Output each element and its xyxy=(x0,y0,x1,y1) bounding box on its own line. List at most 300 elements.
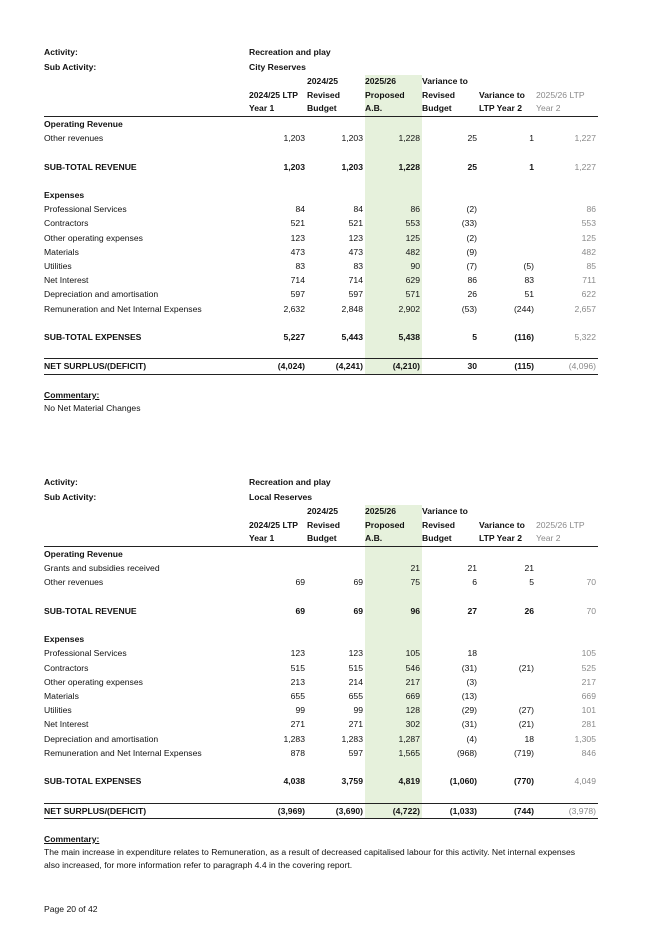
cell-ltp-year1 xyxy=(249,174,307,188)
cell-revised xyxy=(307,145,365,159)
table-row xyxy=(44,131,598,145)
cell-ltp-year1: 123 xyxy=(290,232,305,243)
spacer-row xyxy=(44,344,598,359)
cell-var-ltp: (116) xyxy=(514,332,534,342)
header-line: Budget xyxy=(307,103,337,114)
cell-proposed xyxy=(365,760,422,774)
cell-revised: 714 xyxy=(348,275,363,286)
cell-ltp-year2 xyxy=(536,117,598,132)
cell-ltp-year1 xyxy=(249,788,307,803)
header-line: 2025/26 LTP xyxy=(536,89,585,100)
table-row xyxy=(44,732,598,746)
row-label: SUB-TOTAL EXPENSES xyxy=(44,332,142,342)
column-header-ltp-year1 xyxy=(249,75,307,117)
sub-activity-row xyxy=(44,490,598,505)
cell-ltp-year1: 213 xyxy=(290,676,305,687)
cell-ltp-year2: 85 xyxy=(586,261,596,271)
row-label: Utilities xyxy=(44,705,72,716)
cell-var-ltp: (27) xyxy=(518,705,534,716)
cell-ltp-year2: 70 xyxy=(586,605,596,616)
column-header-var-revised xyxy=(422,505,479,547)
row-label: Other revenues xyxy=(44,133,104,144)
row-label xyxy=(44,174,249,188)
table-row xyxy=(44,689,598,703)
cell-revised xyxy=(307,788,365,803)
cell-var-revised: 21 xyxy=(467,563,477,574)
sub-activity-label: Sub Activity: xyxy=(44,62,97,72)
cell-var-ltp xyxy=(479,245,536,259)
cell-proposed xyxy=(365,632,422,646)
cell-ltp-year1: 84 xyxy=(295,204,305,215)
cell-proposed: 21 xyxy=(365,561,422,575)
table-row xyxy=(44,803,598,818)
cell-var-revised xyxy=(422,316,479,330)
row-label: Net Interest xyxy=(44,719,89,730)
row-label: Other operating expenses xyxy=(44,676,143,687)
cell-revised: 1,203 xyxy=(341,161,363,172)
cell-proposed xyxy=(365,117,422,132)
cell-proposed: 217 xyxy=(365,675,422,689)
cell-ltp-year1: 4,038 xyxy=(283,776,305,787)
cell-revised xyxy=(307,561,365,575)
row-label: Professional Services xyxy=(44,648,127,659)
cell-ltp-year2: 4,049 xyxy=(574,776,596,787)
cell-ltp-year2: 2,657 xyxy=(574,303,596,314)
header-line: Variance to xyxy=(479,89,525,100)
cell-revised xyxy=(307,632,365,646)
cell-proposed: 86 xyxy=(365,202,422,216)
table-row xyxy=(44,774,598,788)
cell-revised xyxy=(307,760,365,774)
commentary-heading: Commentary: xyxy=(44,833,100,844)
cell-proposed xyxy=(365,344,422,359)
cell-var-revised: (7) xyxy=(466,261,477,271)
cell-ltp-year2: 217 xyxy=(581,676,596,687)
cell-ltp-year2: 482 xyxy=(581,246,596,257)
row-label: Remuneration and Net Internal Expenses xyxy=(44,303,202,314)
cell-proposed xyxy=(365,590,422,604)
cell-proposed: 2,902 xyxy=(365,302,422,316)
header-line: Revised xyxy=(307,519,340,530)
cell-var-revised: (33) xyxy=(461,218,477,229)
cell-var-revised: (2) xyxy=(466,232,477,243)
cell-ltp-year2 xyxy=(536,145,598,159)
cell-revised: 123 xyxy=(348,648,363,659)
spacer-row xyxy=(44,316,598,330)
cell-ltp-year2: 281 xyxy=(581,719,596,730)
row-label: Depreciation and amortisation xyxy=(44,733,159,744)
cell-var-revised: 26 xyxy=(467,289,477,300)
row-label: Remuneration and Net Internal Expenses xyxy=(44,747,202,758)
cell-proposed: 4,819 xyxy=(365,774,422,788)
page-footer: Page 20 of 42 xyxy=(44,904,98,914)
cell-ltp-year1: 473 xyxy=(290,246,305,257)
row-label: Expenses xyxy=(44,189,85,200)
cell-ltp-year1: 878 xyxy=(290,747,305,758)
cell-var-revised xyxy=(422,188,479,202)
cell-var-ltp: (744) xyxy=(479,803,536,818)
cell-proposed: (4,722) xyxy=(365,803,422,818)
column-header-var-revised xyxy=(422,75,479,117)
cell-var-ltp: (21) xyxy=(518,662,534,673)
cell-var-revised xyxy=(422,618,479,632)
header-line: Revised xyxy=(307,89,340,100)
cell-var-ltp xyxy=(479,590,536,604)
cell-var-ltp: 18 xyxy=(524,733,534,744)
row-label: Operating Revenue xyxy=(44,119,123,129)
cell-proposed xyxy=(365,188,422,202)
cell-var-ltp xyxy=(479,316,536,330)
header-line: 2024/25 LTP xyxy=(249,519,299,530)
activity-label: Activity: xyxy=(44,477,78,487)
table-row xyxy=(44,302,598,316)
cell-ltp-year2: 1,227 xyxy=(574,133,596,144)
cell-revised: 655 xyxy=(348,691,363,701)
cell-var-revised xyxy=(422,760,479,774)
budget-table xyxy=(44,75,598,375)
cell-proposed xyxy=(365,618,422,632)
cell-revised: 69 xyxy=(353,577,363,588)
cell-ltp-year2: 101 xyxy=(581,705,596,716)
header-line: 2025/26 xyxy=(365,506,397,517)
cell-ltp-year2: 105 xyxy=(581,648,596,659)
cell-ltp-year2: 5,322 xyxy=(574,332,596,342)
cell-revised: 123 xyxy=(348,232,363,243)
cell-var-revised: (968) xyxy=(456,747,477,758)
cell-ltp-year2: (4,096) xyxy=(536,359,598,374)
cell-proposed xyxy=(365,316,422,330)
table-row xyxy=(44,359,598,374)
cell-var-revised: (53) xyxy=(461,303,477,314)
cell-revised xyxy=(307,618,365,632)
table-row xyxy=(44,604,598,618)
cell-proposed: 629 xyxy=(365,273,422,287)
table-row xyxy=(44,547,598,562)
row-label: SUB-TOTAL EXPENSES xyxy=(44,776,142,787)
table-row xyxy=(44,646,598,660)
table-row xyxy=(44,216,598,230)
spacer-row xyxy=(44,590,598,604)
header-line: Variance to xyxy=(479,519,525,530)
cell-revised: 83 xyxy=(353,261,363,271)
cell-revised xyxy=(307,547,365,562)
cell-ltp-year2: 669 xyxy=(581,691,596,701)
cell-ltp-year1: 515 xyxy=(290,662,305,673)
cell-var-revised xyxy=(422,632,479,646)
cell-var-revised xyxy=(422,174,479,188)
table-row xyxy=(44,661,598,675)
cell-ltp-year1: 1,203 xyxy=(283,133,305,144)
cell-revised: 271 xyxy=(348,719,363,730)
header-line: Proposed xyxy=(365,519,405,530)
header-line: Revised xyxy=(422,89,455,100)
cell-proposed: 1,287 xyxy=(365,732,422,746)
row-label: Net Interest xyxy=(44,275,89,286)
cell-ltp-year1 xyxy=(249,344,307,359)
header-line: LTP Year 2 xyxy=(479,533,522,544)
cell-var-revised: (3) xyxy=(466,676,477,687)
cell-ltp-year1 xyxy=(249,632,307,646)
cell-proposed: 75 xyxy=(365,575,422,589)
cell-var-ltp: 51 xyxy=(524,289,534,300)
cell-var-revised: 18 xyxy=(467,648,477,659)
cell-revised: 214 xyxy=(348,676,363,687)
commentary-heading: Commentary: xyxy=(44,389,100,400)
cell-var-ltp xyxy=(479,632,536,646)
spacer-row xyxy=(44,174,598,188)
column-header-revised xyxy=(307,75,365,117)
header-line: A.B. xyxy=(365,103,383,114)
cell-ltp-year2 xyxy=(536,760,598,774)
cell-var-ltp xyxy=(479,145,536,159)
row-label: SUB-TOTAL REVENUE xyxy=(44,161,137,172)
cell-ltp-year1 xyxy=(249,188,307,202)
cell-ltp-year2 xyxy=(536,788,598,803)
cell-ltp-year2: 622 xyxy=(581,289,596,300)
row-label: Other revenues xyxy=(44,577,104,588)
cell-proposed: 1,228 xyxy=(365,160,422,174)
cell-ltp-year2: 553 xyxy=(581,218,596,229)
row-label: Utilities xyxy=(44,261,72,271)
cell-var-ltp xyxy=(479,188,536,202)
cell-var-revised: (29) xyxy=(461,705,477,716)
cell-revised: 84 xyxy=(353,204,363,215)
cell-ltp-year2: 1,227 xyxy=(574,161,596,172)
cell-revised: 1,203 xyxy=(341,133,363,144)
row-label xyxy=(44,618,249,632)
cell-ltp-year1: 69 xyxy=(295,577,305,588)
cell-ltp-year1: 521 xyxy=(290,218,305,229)
cell-var-revised xyxy=(422,590,479,604)
activity-value: Recreation and play xyxy=(249,477,331,487)
cell-proposed: 482 xyxy=(365,245,422,259)
spacer-row xyxy=(44,788,598,803)
cell-revised: 3,759 xyxy=(341,776,363,787)
cell-ltp-year2 xyxy=(536,188,598,202)
cell-proposed: 669 xyxy=(365,689,422,703)
cell-proposed xyxy=(365,145,422,159)
cell-var-ltp xyxy=(479,689,536,703)
cell-ltp-year2: 846 xyxy=(581,747,596,758)
column-header-ltp-year2 xyxy=(536,505,598,547)
cell-proposed: 302 xyxy=(365,717,422,731)
column-header-ltp-year1 xyxy=(249,505,307,547)
column-header-var-ltp xyxy=(479,505,536,547)
cell-ltp-year1 xyxy=(249,561,307,575)
cell-proposed: 105 xyxy=(365,646,422,660)
cell-revised xyxy=(307,174,365,188)
cell-var-ltp: (115) xyxy=(479,359,536,374)
table-row xyxy=(44,575,598,589)
table-row xyxy=(44,202,598,216)
cell-revised: 521 xyxy=(348,218,363,229)
row-label xyxy=(44,145,249,159)
cell-var-ltp xyxy=(479,788,536,803)
cell-var-ltp: 1 xyxy=(529,161,534,172)
cell-var-revised: (1,060) xyxy=(449,776,477,787)
header-line: Year 2 xyxy=(536,103,561,114)
cell-proposed: 1,228 xyxy=(365,131,422,145)
cell-var-ltp xyxy=(479,202,536,216)
cell-var-ltp: (244) xyxy=(513,303,534,314)
cell-var-revised: (13) xyxy=(461,691,477,701)
header-line: A.B. xyxy=(365,533,383,544)
cell-ltp-year2 xyxy=(536,618,598,632)
cell-proposed: 1,565 xyxy=(365,746,422,760)
row-label: Depreciation and amortisation xyxy=(44,289,159,300)
cell-revised xyxy=(307,316,365,330)
cell-var-revised: (4) xyxy=(466,733,477,744)
header-line: 2024/25 xyxy=(307,76,339,87)
cell-ltp-year1 xyxy=(249,760,307,774)
cell-var-revised xyxy=(422,117,479,132)
cell-var-revised: 6 xyxy=(472,577,477,588)
header-line: Revised xyxy=(422,519,455,530)
header-line: 2024/25 LTP xyxy=(249,89,299,100)
cell-ltp-year1: 714 xyxy=(290,275,305,286)
table-row xyxy=(44,160,598,174)
cell-ltp-year1 xyxy=(249,316,307,330)
cell-var-ltp xyxy=(479,618,536,632)
budget-table xyxy=(44,505,598,819)
cell-var-revised: (9) xyxy=(466,246,477,257)
header-line: 2025/26 xyxy=(365,76,397,87)
table-row xyxy=(44,117,598,132)
cell-revised: (4,241) xyxy=(307,359,365,374)
column-header-var-ltp xyxy=(479,75,536,117)
cell-ltp-year2: 70 xyxy=(586,577,596,588)
cell-ltp-year1: 99 xyxy=(295,705,305,716)
cell-proposed: 553 xyxy=(365,216,422,230)
cell-proposed: 546 xyxy=(365,661,422,675)
header-line: Year 1 xyxy=(249,533,275,544)
row-label: Operating Revenue xyxy=(44,549,123,559)
cell-proposed: 96 xyxy=(365,604,422,618)
cell-var-revised xyxy=(422,344,479,359)
cell-ltp-year2 xyxy=(536,344,598,359)
cell-revised: 515 xyxy=(348,662,363,673)
cell-var-revised: 25 xyxy=(467,133,477,144)
cell-revised: 597 xyxy=(348,289,363,300)
header-line: Year 2 xyxy=(536,533,561,544)
table-row xyxy=(44,245,598,259)
header-blank xyxy=(44,75,249,117)
row-label xyxy=(44,344,249,359)
cell-var-ltp: (5) xyxy=(523,261,534,271)
cell-var-revised: (1,033) xyxy=(422,803,479,818)
cell-ltp-year2 xyxy=(536,547,598,562)
header-line: Budget xyxy=(422,103,452,114)
cell-ltp-year2 xyxy=(536,561,598,575)
cell-ltp-year1: (3,969) xyxy=(249,803,307,818)
row-label xyxy=(44,590,249,604)
cell-var-ltp: (719) xyxy=(513,747,534,758)
row-label: Contractors xyxy=(44,662,89,673)
header-line: 2024/25 xyxy=(307,506,339,517)
sub-activity-value: Local Reserves xyxy=(249,492,313,502)
cell-var-ltp: 83 xyxy=(524,275,534,286)
cell-proposed: 5,438 xyxy=(365,330,422,344)
cell-ltp-year2 xyxy=(536,632,598,646)
cell-ltp-year1: 123 xyxy=(290,648,305,659)
cell-var-revised xyxy=(422,788,479,803)
cell-var-ltp: (770) xyxy=(513,776,534,787)
cell-var-revised xyxy=(422,547,479,562)
cell-var-ltp: 1 xyxy=(529,133,534,144)
cell-proposed xyxy=(365,174,422,188)
cell-ltp-year1: 5,227 xyxy=(283,332,305,342)
cell-revised xyxy=(307,188,365,202)
cell-proposed: (4,210) xyxy=(365,359,422,374)
cell-var-ltp xyxy=(479,231,536,245)
cell-var-revised: (31) xyxy=(461,719,477,730)
cell-ltp-year2 xyxy=(536,590,598,604)
local-reserves-section xyxy=(44,475,598,873)
cell-revised xyxy=(307,344,365,359)
cell-var-ltp: 21 xyxy=(524,563,534,574)
table-row xyxy=(44,746,598,760)
table-row xyxy=(44,273,598,287)
cell-ltp-year1: 655 xyxy=(290,691,305,701)
activity-value: Recreation and play xyxy=(249,47,331,57)
cell-revised: 473 xyxy=(348,246,363,257)
cell-var-revised: 27 xyxy=(467,605,477,616)
cell-ltp-year1: (4,024) xyxy=(249,359,307,374)
header-line: Variance to xyxy=(422,506,468,517)
table-row xyxy=(44,188,598,202)
sub-activity-label: Sub Activity: xyxy=(44,492,97,502)
row-label: Materials xyxy=(44,691,79,701)
cell-revised: 99 xyxy=(353,705,363,716)
cell-ltp-year1: 69 xyxy=(295,605,305,616)
header-line: 2025/26 LTP xyxy=(536,519,585,530)
commentary-text: The main increase in expenditure relates to Remuneration, as a result of decreased capitalised labour for this activity. Net internal expenses also increased, for more information refer to paragraph 4.4 in the covering report. xyxy=(44,846,576,871)
cell-revised: 5,443 xyxy=(341,332,363,342)
cell-proposed xyxy=(365,788,422,803)
cell-var-revised: (31) xyxy=(461,662,477,673)
cell-var-revised xyxy=(422,145,479,159)
cell-var-ltp xyxy=(479,675,536,689)
cell-var-ltp xyxy=(479,547,536,562)
cell-ltp-year1: 83 xyxy=(295,261,305,271)
commentary-text: No Net Material Changes xyxy=(44,402,141,413)
cell-proposed: 571 xyxy=(365,287,422,301)
cell-ltp-year2: 1,305 xyxy=(574,733,596,744)
sub-activity-value: City Reserves xyxy=(249,62,306,72)
cell-ltp-year1: 597 xyxy=(290,289,305,300)
table-row xyxy=(44,231,598,245)
cell-var-revised: 86 xyxy=(467,275,477,286)
cell-revised: (3,690) xyxy=(307,803,365,818)
header-line: Proposed xyxy=(365,89,405,100)
cell-proposed xyxy=(365,547,422,562)
cell-ltp-year2: 125 xyxy=(581,232,596,243)
cell-var-ltp xyxy=(479,216,536,230)
sub-activity-row xyxy=(44,60,598,75)
header-line: Year 1 xyxy=(249,103,275,114)
cell-ltp-year1 xyxy=(249,618,307,632)
cell-revised: 2,848 xyxy=(341,303,363,314)
row-label: Grants and subsidies received xyxy=(44,563,160,574)
cell-proposed: 125 xyxy=(365,231,422,245)
cell-var-revised: (2) xyxy=(466,204,477,215)
activity-label: Activity: xyxy=(44,47,78,57)
header-row xyxy=(44,505,598,547)
row-label: SUB-TOTAL REVENUE xyxy=(44,605,137,616)
cell-var-ltp xyxy=(479,174,536,188)
cell-var-revised: 5 xyxy=(472,332,477,342)
cell-var-ltp xyxy=(479,760,536,774)
